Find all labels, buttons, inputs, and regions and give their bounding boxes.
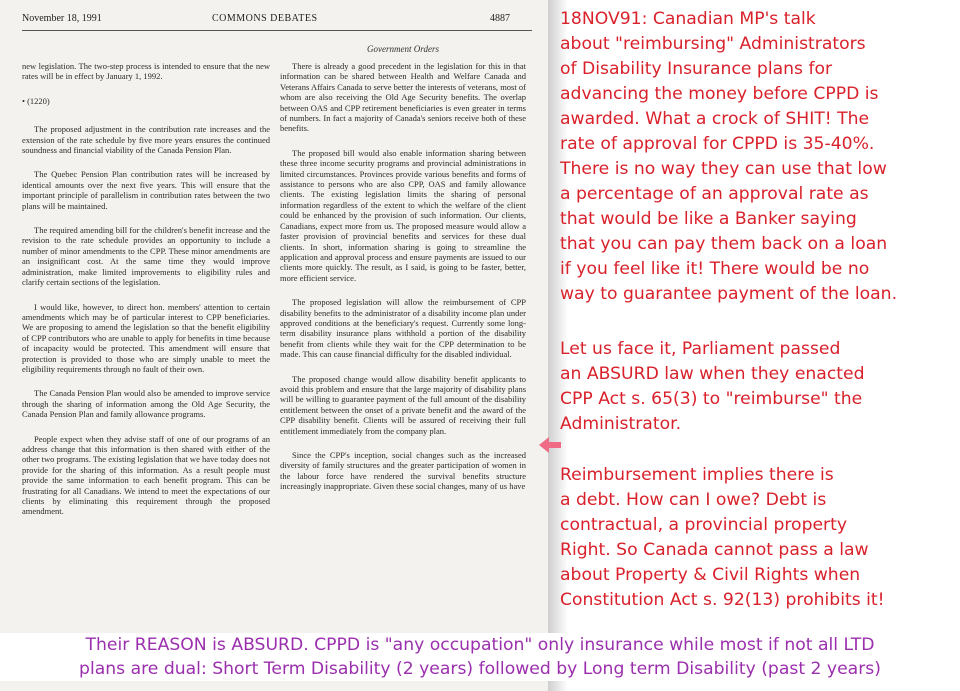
left-column xyxy=(22,61,270,531)
paragraph: The Canada Pension Plan would also be amended to improve service through the sharing of information among the Old Age Security, the Canada Pension Plan and family allowance programs. xyxy=(22,388,270,420)
header-rule xyxy=(22,30,532,31)
paragraph: The proposed bill would also enable information sharing between these three income security programs and provincial administrations in limited circumstances. Provinces provide various benefits and forms of assistance to persons who are also CPP, OAS and family allowance clients. The existing legislation limits the sharing of personal information regardless of the extent to which the welfare of the client could be enhanced by the provision of such information. Our clients, Canadians, expect more from us. The proposed measure would allow a faster provision of provincial benefits and services for these dual clients. In short, information sharing is going to streamline the application and approval process and ensure payments are issued to our clients more quickly. The result, as I said, is going to be faster, better, more efficient service. xyxy=(280,147,526,283)
paragraph: The required amending bill for the children's benefit increase and the revision to the rate schedule provides an opportunity to include a number of minor amendments to the CPP. These minor amendments are an insignificant cost. At the same time they would improve administration, make limited improvements to eligibility rules and clarify certain sections of the legislation. xyxy=(22,225,270,288)
paragraph: There is already a good precedent in the legislation for this in that information can be shared between Health and Welfare Canada and Veterans Affairs Canada to serve better the interests of veterans, most of whom are also receiving the Old Age Security benefits. The overlap between OAS and CPP retirement beneficiaries is even greater in terms of numbers. In fact a majority of Canada's seniors receive both of these benefits. xyxy=(280,61,526,134)
annotation-block-2: Let us face it, Parliament passed an ABSURD law when they enacted CPP Act s. 65(3) to "reimburse" the Administrator. xyxy=(560,339,865,434)
paragraph: I would like, however, to direct hon. members' attention to certain amendments which may be of particular interest to CPP beneficiaries. We are proposing to amend the legislation so that the benefit eligibility of CPP contributors who are unable to apply for benefits in time because of incapacity would be protected. This amendment will ensure that protection is provided to those who are simply unable to meet the eligibility requirements through no fault of their own. xyxy=(22,301,270,374)
page-number: 4887 xyxy=(490,13,510,24)
paragraph: The proposed adjustment in the contribution rate increases and the extension of the rate schedule by five more years ensures the continued soundness and financial viability of the Canada Pension Plan. xyxy=(22,124,270,156)
publication-title: COMMONS DEBATES xyxy=(212,13,318,24)
page-date: November 18, 1991 xyxy=(22,13,102,24)
page-header xyxy=(22,13,530,29)
annotation-block-3: Reimbursement implies there is a debt. How can I owe? Debt is contractual, a provincial property Right. So Canada cannot pass a law about Property & Civil Rights when Constitution Act s. 92(13) prohibits it! xyxy=(560,465,885,610)
bottom-annotation: Their REASON is ABSURD. CPPD is "any occupation" only insurance while most if not all LTD plans are dual: Short Term Disability (2 years) followed by Long term Disability (past 2 years) xyxy=(0,633,960,681)
paragraph: People expect when they advise staff of one of our programs of an address change that this information is then shared with either of the other two programs. The existing legislation that we have today does not provide for the sharing of this information. As a result people must provide the same information to each benefit program. This can be frustrating for all Canadians. We intend to meet the expectations of our clients by eliminating this requirement through the proposed amendment. xyxy=(22,433,270,517)
left-arrow-icon xyxy=(539,437,561,453)
time-marker: • (1220) xyxy=(22,95,50,106)
annotation-block-1: 18NOV91: Canadian MP's talk about "reimbursing" Administrators of Disability Insurance plans for advancing the money before CPPD is awarded. What a crock of SHIT! The rate of approval for CPPD is 35-40%. There is no way they can use that low a percentage of an approval rate as that would be like a Banker saying that you can pay them back on a loan if you feel like it! There would be no way to guarantee payment of the loan. xyxy=(560,9,898,304)
paragraph: new legislation. The two-step process is intended to ensure that the new rates will be in effect by January 1, 1992. xyxy=(22,61,270,82)
paragraph: The proposed change would allow disability benefit applicants to avoid this problem and ensure that the large majority of disability plans will be willing to guarantee payment of the full amount of the disability entitlement between the onset of a private benefit and the award of the CPP disability benefit. Clients will be assured of receiving their full entitlement immediately from the company plan. xyxy=(280,373,526,436)
right-column xyxy=(280,61,526,506)
paragraph-highlighted: The proposed legislation will allow the reimbursement of CPP disability benefits to the administrator of a disability income plan under approved conditions at the beneficiary's request. Currently some long-term disability insurance plans withhold a portion of the disability benefit from clients while they wait for the CPP determination to be made. This can cause financial difficulty for the disabled individual. xyxy=(280,297,526,360)
paragraph: The Quebec Pension Plan contribution rates will be increased by identical amounts over the next five years. This will ensure that the important principle of parallelism in contribution rates between the two plans will be maintained. xyxy=(22,169,270,211)
paragraph: Since the CPP's inception, social changes such as the increased diversity of family structures and the greater participation of women in the labour force have rendered the survival benefits structure increasingly inappropriate. Given these social changes, many of us have xyxy=(280,450,526,492)
section-heading: Government Orders xyxy=(367,44,439,54)
